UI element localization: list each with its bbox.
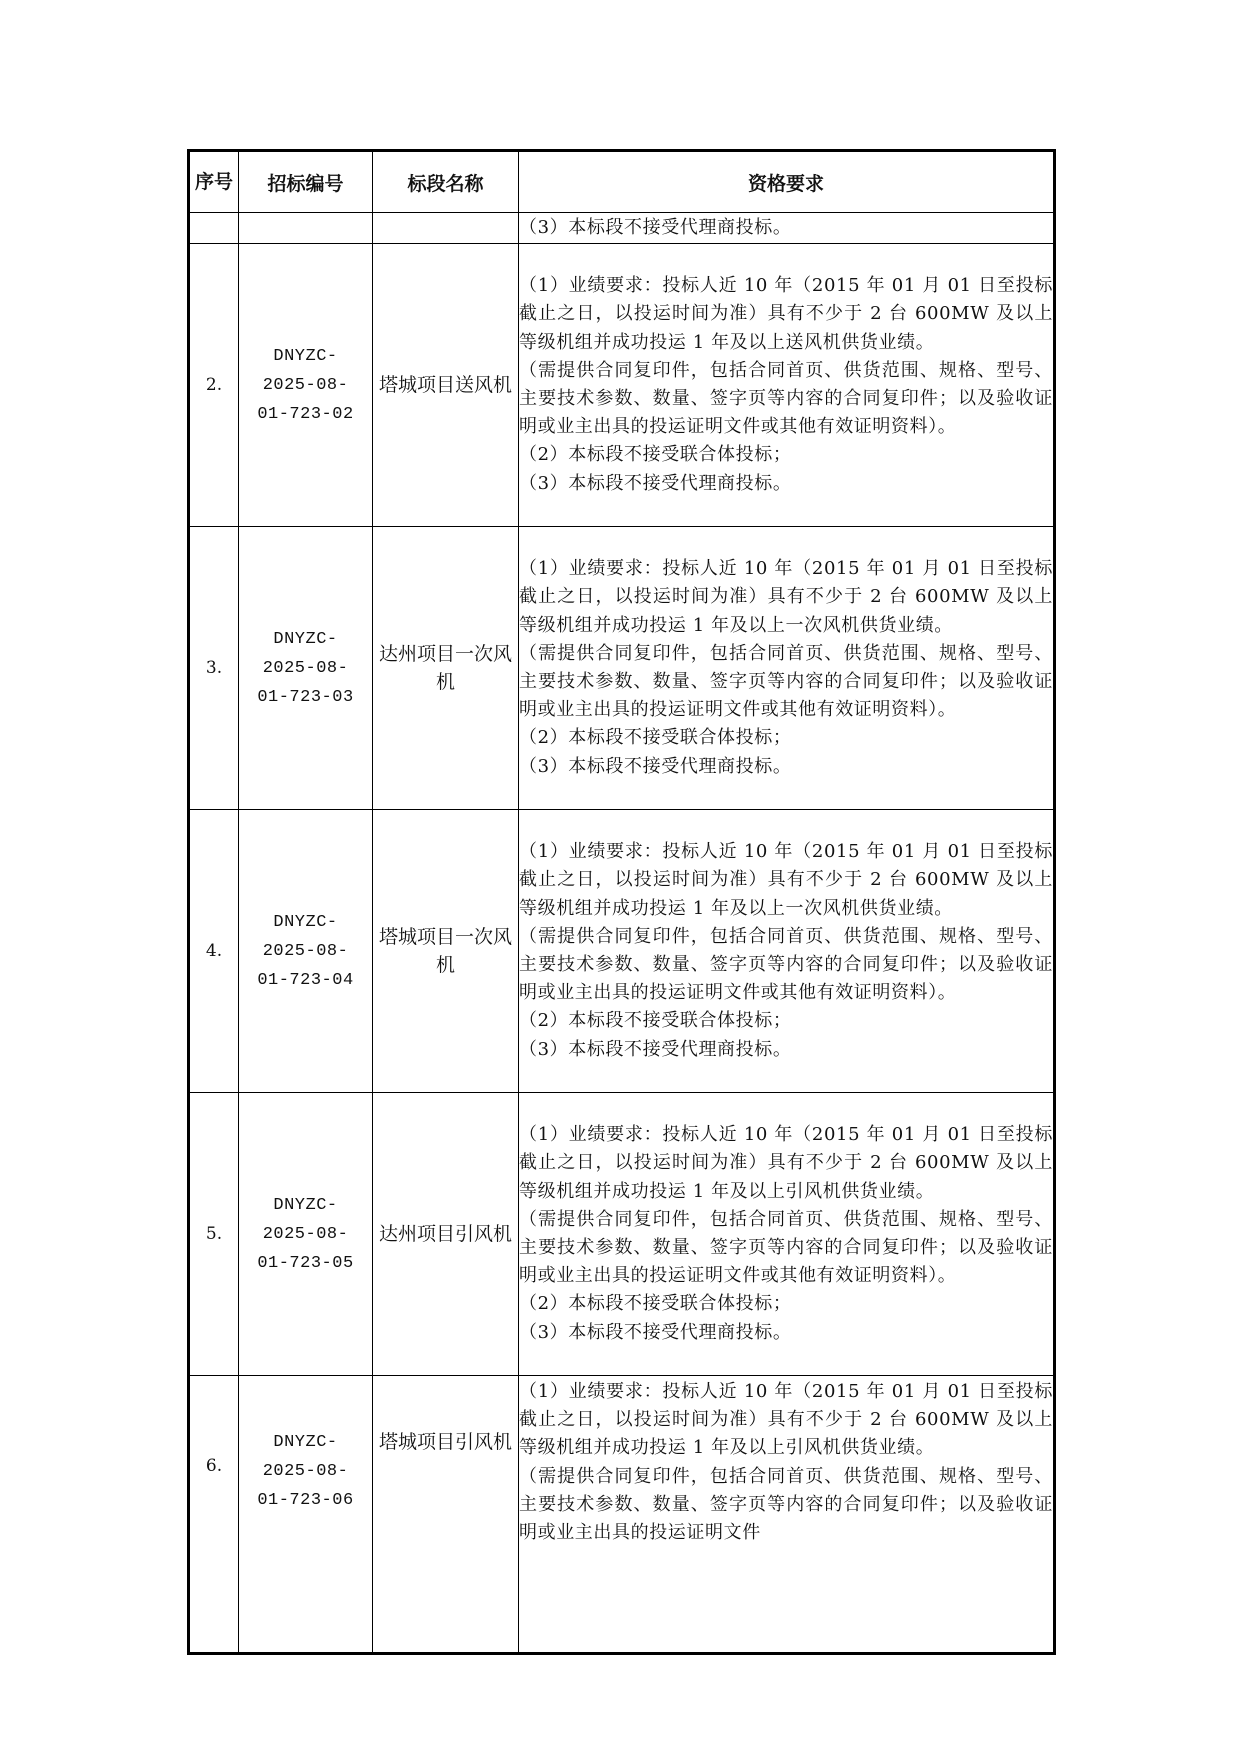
seq-cell: 6. xyxy=(189,1376,239,1654)
requirement-line: （需提供合同复印件，包括合同首页、供货范围、规格、型号、主要技术参数、数量、签字页等内容的合同复印件；以及验收证明或业主出具的投运证明文件或其他有效证明资料）。 xyxy=(519,642,1053,721)
tender-code-line: DNYZC- xyxy=(273,629,338,649)
continuation-code-cell xyxy=(239,213,373,244)
requirement-line: （3）本标段不接受代理商投标。 xyxy=(519,755,792,777)
qualification-requirements-table xyxy=(187,149,1056,1655)
requirements-cell xyxy=(519,1376,1055,1654)
requirement-line: （需提供合同复印件，包括合同首页、供货范围、规格、型号、主要技术参数、数量、签字页等内容的合同复印件；以及验收证明或业主出具的投运证明文件或其他有效证明资料）。 xyxy=(519,1208,1053,1287)
requirements-cell xyxy=(519,1093,1055,1376)
requirement-line: （1）业绩要求：投标人近 10 年（2015 年 01 月 01 日至投标截止之日，以投运时间为准）具有不少于 2 台 600MW 及以上等级机组并成功投运 1 年及以上引风机供货业绩。 xyxy=(519,1381,1053,1459)
tender-code-line: 2025-08- xyxy=(262,1462,349,1481)
tender-code-line: 2025-08- xyxy=(262,375,349,395)
tender-code-line: 2025-08- xyxy=(262,941,349,961)
tender-code-cell xyxy=(239,244,373,527)
lot-name-cell: 塔城项目一次风机 xyxy=(373,810,519,1093)
requirement-line: （2）本标段不接受联合体投标； xyxy=(519,1293,792,1315)
tender-code-line: 01-723-03 xyxy=(257,687,354,707)
header-lot-name: 标段名称 xyxy=(373,151,519,213)
tender-code-line: 01-723-02 xyxy=(257,404,354,424)
tender-code-cell xyxy=(239,1093,373,1376)
header-requirements: 资格要求 xyxy=(519,151,1055,213)
requirement-line: （1）业绩要求：投标人近 10 年（2015 年 01 月 01 日至投标截止之日，以投运时间为准）具有不少于 2 台 600MW 及以上等级机组并成功投运 1 年及以上送风机供货业绩。 xyxy=(519,275,1053,353)
tender-code-line: DNYZC- xyxy=(273,912,338,932)
lot-name-cell: 塔城项目引风机 xyxy=(373,1376,519,1654)
requirement-line: （2）本标段不接受联合体投标； xyxy=(519,1010,792,1032)
seq-cell: 5. xyxy=(189,1093,239,1376)
tender-code-line: 2025-08- xyxy=(262,1224,349,1244)
table-row xyxy=(189,1376,1055,1654)
seq-cell: 4. xyxy=(189,810,239,1093)
table-row xyxy=(189,527,1055,810)
tender-code-line: 2025-08- xyxy=(262,658,349,678)
tender-code-cell xyxy=(239,527,373,810)
tender-code-line: DNYZC- xyxy=(273,1433,338,1452)
requirement-line: （3）本标段不接受代理商投标。 xyxy=(519,1038,792,1060)
requirements-cell xyxy=(519,244,1055,527)
continuation-seq-cell xyxy=(189,213,239,244)
lot-name-cell: 塔城项目送风机 xyxy=(373,244,519,527)
seq-cell: 2. xyxy=(189,244,239,527)
requirements-cell xyxy=(519,810,1055,1093)
lot-name-cell: 达州项目一次风机 xyxy=(373,527,519,810)
tender-code-cell xyxy=(239,810,373,1093)
tender-code-line: 01-723-06 xyxy=(257,1491,354,1510)
table-row xyxy=(189,810,1055,1093)
requirement-line: （1）业绩要求：投标人近 10 年（2015 年 01 月 01 日至投标截止之日，以投运时间为准）具有不少于 2 台 600MW 及以上等级机组并成功投运 1 年及以上一次风机供货业绩。 xyxy=(519,558,1053,636)
continuation-row xyxy=(189,213,1055,244)
requirement-line: （3）本标段不接受代理商投标。 xyxy=(519,1321,792,1343)
tender-code-line: 01-723-05 xyxy=(257,1253,354,1273)
tender-code-line: 01-723-04 xyxy=(257,970,354,990)
requirement-line: （3）本标段不接受代理商投标。 xyxy=(519,216,792,238)
requirement-line: （1）业绩要求：投标人近 10 年（2015 年 01 月 01 日至投标截止之日，以投运时间为准）具有不少于 2 台 600MW 及以上等级机组并成功投运 1 年及以上引风机供货业绩。 xyxy=(519,1124,1053,1202)
header-tender-code: 招标编号 xyxy=(239,151,373,213)
table-row xyxy=(189,244,1055,527)
requirement-line: （3）本标段不接受代理商投标。 xyxy=(519,472,792,494)
requirement-line: （2）本标段不接受联合体投标； xyxy=(519,444,792,466)
continuation-requirements-cell xyxy=(519,213,1055,244)
tender-code-line: DNYZC- xyxy=(273,346,338,366)
table-header-row xyxy=(189,151,1055,213)
tender-code-cell xyxy=(239,1376,373,1654)
requirement-line: （需提供合同复印件，包括合同首页、供货范围、规格、型号、主要技术参数、数量、签字页等内容的合同复印件；以及验收证明或业主出具的投运证明文件或其他有效证明资料）。 xyxy=(519,359,1053,438)
table-row xyxy=(189,1093,1055,1376)
continuation-name-cell xyxy=(373,213,519,244)
requirement-line: （需提供合同复印件，包括合同首页、供货范围、规格、型号、主要技术参数、数量、签字页等内容的合同复印件；以及验收证明或业主出具的投运证明文件 xyxy=(519,1465,1053,1544)
lot-name-cell: 达州项目引风机 xyxy=(373,1093,519,1376)
requirement-line: （需提供合同复印件，包括合同首页、供货范围、规格、型号、主要技术参数、数量、签字页等内容的合同复印件；以及验收证明或业主出具的投运证明文件或其他有效证明资料）。 xyxy=(519,925,1053,1004)
requirement-line: （2）本标段不接受联合体投标； xyxy=(519,727,792,749)
requirements-cell xyxy=(519,527,1055,810)
header-seq: 序号 xyxy=(189,151,239,213)
requirement-line: （1）业绩要求：投标人近 10 年（2015 年 01 月 01 日至投标截止之日，以投运时间为准）具有不少于 2 台 600MW 及以上等级机组并成功投运 1 年及以上一次风机供货业绩。 xyxy=(519,841,1053,919)
seq-cell: 3. xyxy=(189,527,239,810)
tender-code-line: DNYZC- xyxy=(273,1195,338,1215)
